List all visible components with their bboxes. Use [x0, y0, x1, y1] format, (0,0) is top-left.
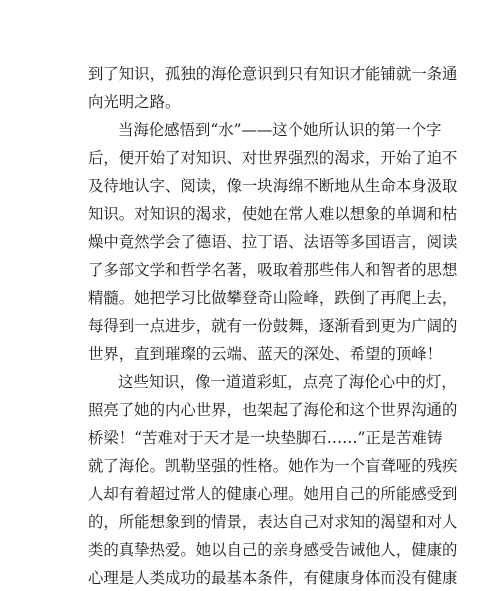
- text-line: 精髓。她把学习比做攀登奇山险峰，跌倒了再爬上去，: [88, 289, 458, 307]
- text-line: 了多部文学和哲学名著，吸取着那些伟人和智者的思想: [88, 261, 458, 279]
- text-line: 到了知识，孤独的海伦意识到只有知识才能铺就一条通: [88, 65, 458, 83]
- text-line: 的，所能想象到的情景，表达自己对求知的渴望和对人: [88, 513, 458, 531]
- text-line: 知识。对知识的渴求，使她在常人难以想象的单调和枯: [88, 205, 458, 223]
- text-line: 向光明之路。: [88, 93, 181, 111]
- text-line: 每得到一点进步，就有一份鼓舞，逐渐看到更为广阔的: [88, 317, 458, 335]
- text-line: 类的真挚热爱。她以自己的亲身感受告诫他人，健康的: [88, 541, 458, 559]
- text-line: 就了海伦。凯勒坚强的性格。她作为一个盲聋哑的残疾: [88, 457, 458, 475]
- text-line: 心理是人类成功的最基本条件，有健康身体而没有健康: [88, 569, 458, 587]
- text-line: 桥梁！“苦难对于天才是一块垫脚石……”正是苦难铸: [88, 429, 443, 447]
- text-line: 后，便开始了对知识、对世界强烈的渴求，开始了迫不: [88, 149, 458, 167]
- text-line: 当海伦感悟到“水”——这个她所认识的第一个字: [118, 121, 442, 139]
- text-line: 照亮了她的内心世界，也架起了海伦和这个世界沟通的: [88, 401, 458, 419]
- text-line: 燥中竟然学会了德语、拉丁语、法语等多国语言，阅读: [88, 233, 458, 251]
- text-line: 世界，直到璀璨的云端、蓝天的深处、希望的顶峰！: [88, 345, 442, 363]
- text-line: 及待地认字、阅读，像一块海绵不断地从生命本身汲取: [88, 177, 458, 195]
- text-line: 这些知识，像一道道彩虹，点亮了海伦心中的灯，: [118, 373, 457, 391]
- text-line: 人却有着超过常人的健康心理。她用自己的所能感受到: [88, 485, 458, 503]
